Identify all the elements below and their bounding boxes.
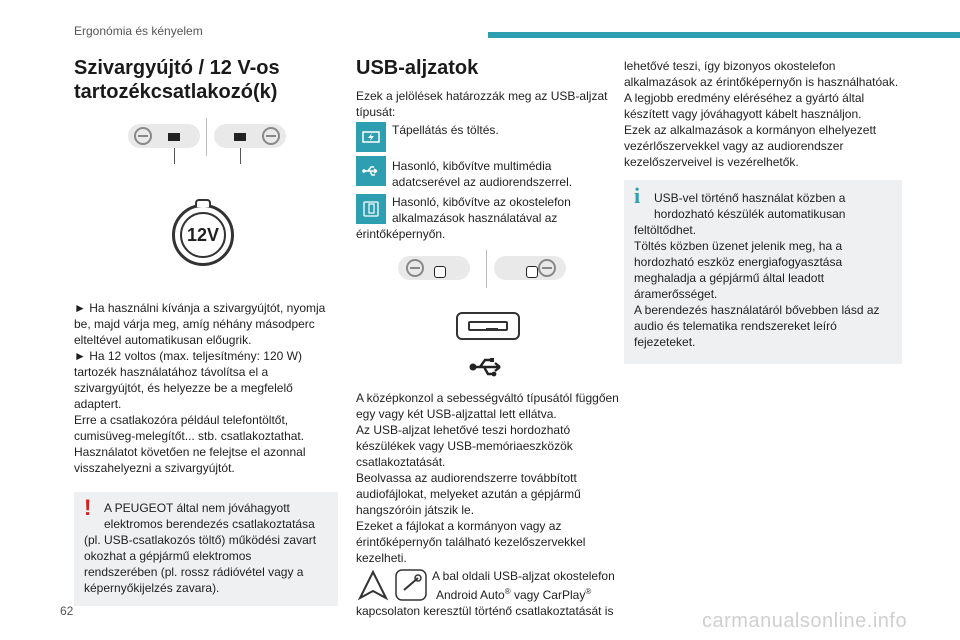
console-left-illustration [398,256,470,280]
usb-port-marker-icon [434,266,446,278]
phone-icon [356,194,386,224]
steering-wheel-icon [538,259,556,277]
usb-type-list [356,122,622,242]
usb-symbol-wrap [356,354,622,384]
android-line-2 [432,584,615,603]
usb-paragraph-4: Ezeket a fájlokat a kormányon vagy az érintőképernyőn található kezelőszervekkel kezelheti. [356,519,586,565]
usb-type-text-tail: érintőképernyőn. [356,227,446,241]
usb-cont-paragraph-2: A legjobb eredmény eléréséhez a gyártó által készített vagy jóváhagyott kábelt használjon. [624,91,865,121]
12v-instructions [74,300,338,476]
steering-wheel-icon [406,259,424,277]
usb-type-text: Tápellátás és töltés. [392,123,499,137]
usb-symbol-icon [468,354,508,380]
column-usb-continued [624,58,902,364]
column-usb [356,56,622,619]
console-right-illustration [214,124,286,148]
column-cigarette-lighter [74,56,338,606]
warning-text-first: A PEUGEOT által nem jóváhagyott elektromos berendezés csatlakoztatása [104,501,315,531]
info-text-1: feltöltődhet. [634,223,697,237]
usb-port-icon [456,312,520,340]
header-accent-bar [488,32,960,38]
page-number: 62 [60,604,74,618]
info-text-3: A berendezés használatáról bővebben lásd az audio és telematika rendszereket leíró fejezeteket. [634,303,880,349]
divider-tick [206,118,207,156]
info-text-first: USB-vel történő használat közben a hordozható készülék automatikusan [654,191,846,221]
usb-cont-paragraph-3: Ezek az alkalmazások a kormányon elhelyezett vezérlőszervekkel vagy az audiorendszer kezelőszerveivel is vezérelhetők. [624,123,877,169]
usb-pin [486,328,498,331]
usb-slot [468,321,508,331]
section-title-12v: Szivargyújtó / 12 V-os tartozékcsatlakozó(k) [74,57,280,103]
socket-block-icon [234,133,246,141]
instruction-3: Erre a csatlakozóra például telefontöltőt, cumisüveg-melegítőt... stb. csatlakoztathat. [74,413,305,443]
12v-socket-icon [172,204,234,266]
usb-type-text: Hasonló, kibővítve az okostelefon alkalmazások használatával az [392,195,571,225]
usb-paragraph-3: Beolvassa az audiorendszerre továbbított audiofájlokat, melyeket azután a gépjármű hangszóróin játszik le. [356,471,581,517]
12v-socket-label: 12V [180,212,226,258]
usb-type-multimedia [356,156,622,190]
android-carplay-row [356,568,622,603]
carplay-icon [394,568,428,602]
usb-type-smartphone [356,194,622,226]
console-figure-12v [74,112,338,270]
steering-wheel-icon [134,127,152,145]
usb-port-marker-icon [526,266,538,278]
socket-block-icon [168,133,180,141]
android-auto-icon [356,568,390,602]
usb-paragraph-2: Az USB-aljzat lehetővé teszi hordozható készülékek vagy USB-memóriaeszközök csatlakoztatását. [356,423,573,469]
console-figure-usb [356,242,622,354]
leader-line [174,148,175,164]
instruction-4: Használatot követően ne felejtse el azonnal visszahelyezni a szivargyújtót. [74,445,306,475]
instruction-2: ► Ha 12 voltos (max. teljesítmény: 120 W) tartozék használatához távolítsa el a szivargyújtót, és helyezze be a megfelelő adaptert. [74,349,302,411]
registered-mark: ® [585,587,592,596]
watermark: carmanualsonline.info [702,610,908,632]
leader-line [240,148,241,164]
usb-cont-paragraph-1: lehetővé teszi, így bizonyos okostelefon alkalmazások az érintőképernyőn is használhatóak. [624,59,899,89]
android-line-1: A bal oldali USB-aljzat okostelefon [432,569,615,583]
section-header: Ergonómia és kényelem [74,24,203,38]
registered-mark: ® [504,587,511,596]
usb-intro: Ezek a jelölések határozzák meg az USB-aljzat típusát: [356,89,608,119]
usb-type-charge [356,122,622,152]
warning-note [74,492,338,606]
info-note [624,180,902,364]
charge-icon [356,122,386,152]
instruction-1: ► Ha használni kívánja a szivargyújtót, nyomja be, majd várja meg, amíg néhány másodperc elteltével automatikusan előugrik. [74,301,326,347]
usb-description [356,390,622,566]
android-carplay-tail: kapcsolaton keresztül történő csatlakoztatását is [356,604,614,618]
usb-type-text: Hasonló, kibővítve multimédia adatcserével az audiorendszerrel. [392,159,573,189]
divider-tick [486,250,487,288]
section-title-usb: USB-aljzatok [356,57,479,79]
android-carplay-text [432,568,615,603]
warning-icon: ! [84,495,92,520]
info-text-2: Töltés közben üzenet jelenik meg, ha a hordozható eszköz energiafogyasztása meghaladja a gépjármű által leadott áramerősséget. [634,239,843,301]
console-right-illustration [494,256,566,280]
usb-paragraph-1: A középkonzol a sebességváltó típusától függően egy vagy két USB-aljzattal lett ellátva. [356,391,619,421]
steering-wheel-icon [262,127,280,145]
console-left-illustration [128,124,200,148]
usb-continued-text [624,58,902,170]
carplay-label: vagy CarPlay [510,588,586,602]
android-auto-label: Android Auto [436,588,505,602]
warning-text-rest: (pl. USB-csatlakozós töltő) működési zavart okozhat a gépjármű elektromos rendszerében (pl. rossz rádióvétel vagy a képernyőkijelzés zavara). [84,533,317,595]
usb-icon [356,156,386,186]
socket-notch [195,199,211,207]
info-icon: i [634,183,641,208]
